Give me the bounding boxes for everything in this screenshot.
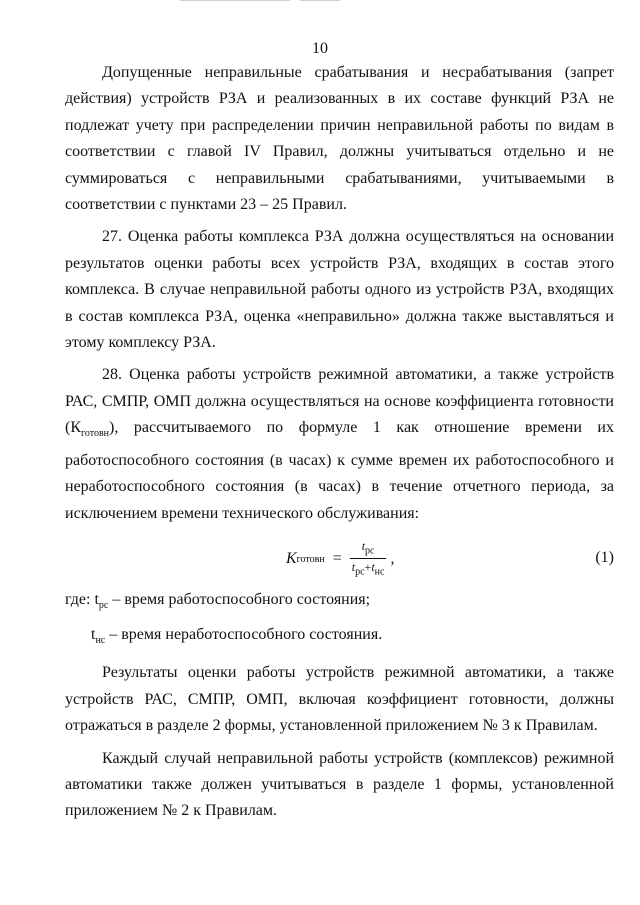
definition-t-ns	[65, 622, 614, 655]
formula-equals: =	[332, 550, 342, 568]
definition-t-rs	[65, 587, 614, 620]
scan-edge-line	[300, 0, 340, 1]
formula-denominator	[350, 558, 387, 579]
denominator-second-subscript: нс	[374, 566, 385, 578]
paragraph-28-text-start: 28. Оценка работы устройств режимной автоматики, а также устройств РАС, СМПР, ОМП должна осуществляться на основе коэффициента готовности (К	[65, 366, 614, 437]
denominator-first-symbol: t	[351, 560, 356, 575]
formula-trailing-comma: ,	[390, 550, 395, 568]
scan-edge-line	[180, 0, 290, 1]
numerator-subscript: рс	[365, 545, 375, 557]
formula-lhs-symbol: K	[286, 550, 297, 568]
formula-numerator	[360, 539, 377, 558]
definition-t-ns-symbol: t	[91, 625, 96, 643]
formula-row	[65, 531, 614, 587]
formula-lhs-subscript: готовн	[296, 553, 325, 565]
paragraph-28	[65, 362, 614, 527]
paragraph-27: 27. Оценка работы комплекса РЗА должна осуществляться на основании результатов оценки работы всех устройств РЗА, входящих в состав этого комплекса. В случае неправильной работы одного из устройств РЗА, входящих в состав комплекса РЗА, оценка «неправильно» должна также выставляться и этому комплексу РЗА.	[65, 228, 614, 352]
denominator-plus: +	[364, 560, 372, 575]
paragraph-28-subscript: готовн	[81, 428, 110, 440]
definition-t-rs-subscript: рс	[98, 600, 109, 612]
paragraph-28-text-end: ), рассчитываемого по формуле 1 как отношение времени их работоспособного состояния (в часах) к сумме времен их работоспособного и неработоспособного состояния (в часах) в течение отчетного периода, за исключением времени технического обслуживания:	[65, 419, 614, 522]
formula-fraction	[350, 539, 387, 580]
numerator-symbol: t	[361, 539, 366, 554]
formula-number: (1)	[595, 549, 614, 567]
definition-t-rs-prefix: где: t	[65, 591, 99, 609]
page-number: 10	[312, 40, 328, 57]
definition-t-rs-text: – время работоспособного состояния;	[108, 591, 371, 609]
paragraph-incident-reporting: Каждый случай неправильной работы устройств (комплексов) режимной автоматики также должен учитываться в разделе 1 формы, установленной приложением № 2 к Правилам.	[65, 749, 614, 820]
denominator-second-symbol: t	[371, 560, 375, 575]
availability-formula	[286, 539, 394, 580]
paragraph-results-reporting: Результаты оценки работы устройств режимной автоматики, а также устройств РАС, СМПР, ОМП, включая коэффициент готовности, должны отражаться в разделе 2 формы, установленной приложением № 3 к Правилам.	[65, 664, 614, 735]
paragraph-misoperation-accounting: Допущенные неправильные срабатывания и несрабатывания (запрет действия) устройств РЗА и реализованных в их составе функций РЗА не подлежат учету при распределении причин неправильной работы по видам в соответствии с главой IV Правил, должны учитываться отдельно и не суммироваться с неправильными срабатываниями, учитываемыми в соответствии с пунктами 23 – 25 Правил.	[65, 64, 614, 214]
document-body	[65, 60, 614, 825]
definition-t-ns-subscript: нс	[95, 634, 106, 646]
definition-t-ns-text: – время неработоспособного состояния.	[105, 625, 383, 643]
denominator-first-subscript: рс	[355, 566, 365, 578]
